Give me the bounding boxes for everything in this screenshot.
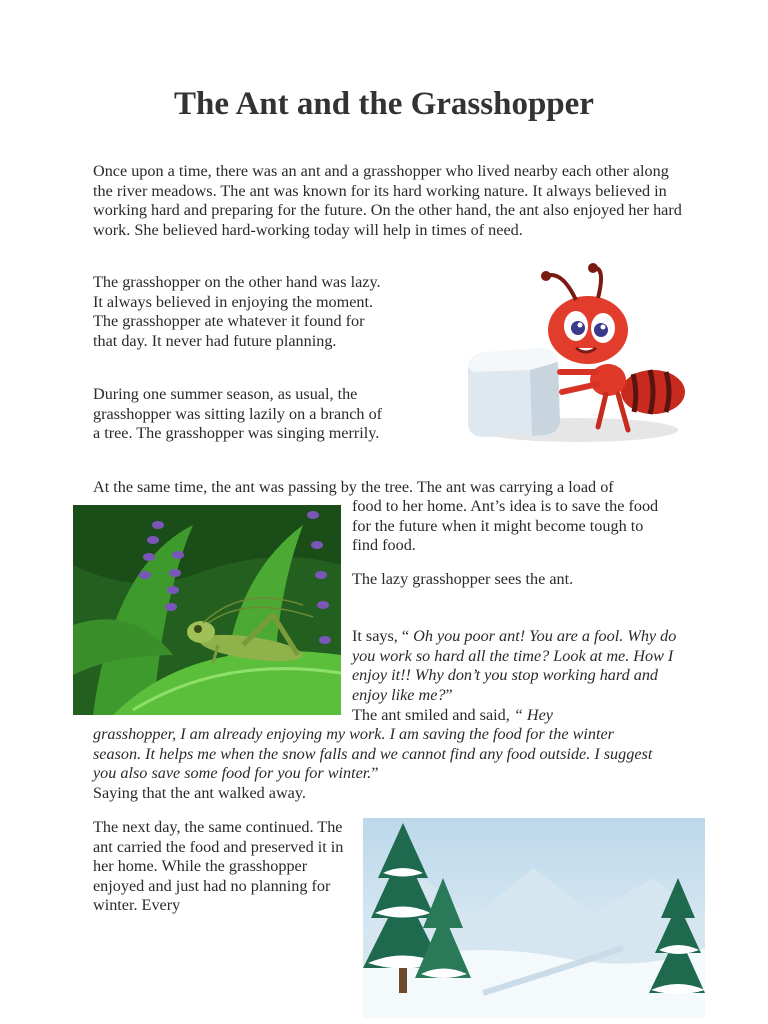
paragraph-ant-replies-line1 [352, 706, 682, 726]
ant-walked-away: Saying that the ant walked away. [93, 783, 306, 802]
ant-carrying-sugar-illustration [458, 262, 690, 447]
ant-reply-quote-start: “ Hey [513, 706, 553, 724]
paragraph-ant-replies-rest [93, 725, 653, 803]
page-title: The Ant and the Grasshopper [174, 86, 594, 122]
ant-reply-quote: grasshopper, I am already enjoying my work. I am saving the food for the winter season. It helps me when the snow falls and we cannot find any food outside. I suggest you also save some food for you for winter. [93, 725, 653, 783]
winter-snow-scene-illustration [363, 818, 705, 1018]
paragraph-grasshopper-says [352, 627, 682, 705]
ant-reply-prefix: The ant smiled and said, [352, 706, 514, 724]
paragraph-summer-season: During one summer season, as usual, the grasshopper was sitting lazily on a branch of a tree. The grasshopper was singing merrily. [93, 385, 383, 443]
grasshopper-on-leaf-illustration [73, 505, 341, 715]
quote-suffix: ” [445, 685, 453, 704]
paragraph-ant-passing-rest: food to her home. Ant’s idea is to save the food for the future when it might become tough to find food. [352, 497, 659, 555]
quote-prefix: It says, “ [352, 627, 414, 645]
ant-reply-close: ” [371, 764, 379, 783]
paragraph-grasshopper-lazy: The grasshopper on the other hand was lazy. It always believed in enjoying the moment. The grasshopper ate whatever it found for that day. It never had future planning. [93, 273, 381, 350]
paragraph-next-day: The next day, the same continued. The ant carried the food and preserved it in her home. While the grasshopper enjoyed and just had no planning for winter. Every [93, 818, 344, 915]
paragraph-grasshopper-sees-ant: The lazy grasshopper sees the ant. [352, 570, 574, 588]
grasshopper-quote: Oh you poor ant! You are a fool. Why do you work so hard all the time? Look at me. How I enjoy it!! Why don’t you stop working hard and enjoy like me? [352, 627, 677, 704]
paragraph-intro: Once upon a time, there was an ant and a grasshopper who lived nearby each other along the river meadows. The ant was known for its hard working nature. It always believed in working hard and preparing for the future. On the other hand, the ant also enjoyed her hard work. She believed hard-working today will help in times of need. [93, 162, 682, 239]
paragraph-ant-passing-line1: At the same time, the ant was passing by the tree. The ant was carrying a load of [93, 478, 614, 496]
